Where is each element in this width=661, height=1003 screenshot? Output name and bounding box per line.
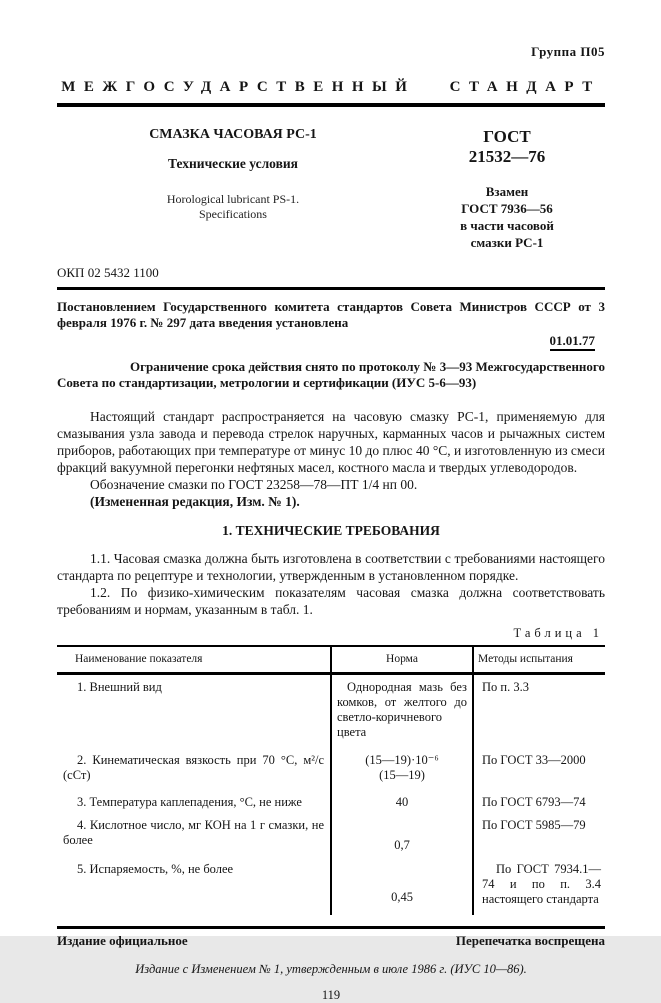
indicator-name: 4. Кислотное число, мг КОН на 1 г смазки, не более	[63, 818, 324, 847]
limitation-paragraph: Ограничение срока действия снято по протоколу № 3—93 Межгосударственного Совета по стандартизации, метрологии и сертификации (ИУС 5-6—93)	[57, 359, 605, 390]
official-edition-label: Издание официальное	[57, 933, 188, 948]
test-method: По ГОСТ 6793—74	[473, 783, 605, 810]
page-number: 119	[321, 988, 341, 1002]
amended-note: (Измененная редакция, Изм. № 1).	[90, 494, 300, 509]
footer-rule	[57, 926, 605, 929]
test-method: По п. 3.3	[473, 674, 605, 741]
indicator-name: 1. Внешний вид	[77, 680, 162, 694]
test-method: По ГОСТ 7934.1—74 и по п. 3.4 настоящего стандарта	[473, 853, 605, 915]
indicator-name: 5. Испаряемость, %, не более	[77, 862, 234, 876]
title-right-column	[409, 127, 605, 255]
norm-value: Однородная мазь без комков, от желтого до светло-коричневого цвета	[331, 674, 473, 741]
decree-paragraph: Постановлением Государственного комитета стандартов Совета Министров СССР от 3 февраля 1976 г. № 297 дата введения установлена	[57, 299, 605, 330]
title-english-line2: Specifications	[199, 207, 267, 221]
column-header-norm: Норма	[331, 646, 473, 674]
reprint-forbidden-label: Перепечатка воспрещена	[455, 933, 605, 948]
section-1-clauses	[57, 550, 605, 618]
footer-row	[57, 933, 605, 949]
okp-code: ОКП 02 5432 1100	[57, 265, 159, 280]
replaces-line2: в части часовой	[460, 218, 554, 233]
okp-rule	[57, 287, 605, 290]
test-method: По ГОСТ 33—2000	[473, 740, 605, 783]
scope-paragraph: Настоящий стандарт распространяется на часовую смазку РС-1, применяемую для смазывания узла завода и перевода стрелок наручных, карманных часов и рычажных систем приборов, работающих при температуре от минус 10 до плюс 40 °С, и изготовленную из смеси фракций вакуумной перегонки нефтяных масел, костного масла и твердых углеводородов.	[57, 409, 605, 475]
norm-value: 0,45	[331, 853, 473, 915]
table-row	[57, 783, 605, 810]
gost-label: ГОСТ	[483, 127, 531, 146]
replaces-label: Взамен	[485, 184, 529, 199]
table-header-row	[57, 646, 605, 674]
table-row	[57, 853, 605, 915]
replaces-line3: смазки РС-1	[470, 235, 544, 250]
norm-value: 0,7	[331, 810, 473, 853]
standard-type-heading: МЕЖГОСУДАРСТВЕННЫЙ СТАНДАРТ	[61, 79, 601, 95]
test-method: По ГОСТ 5985—79	[473, 810, 605, 853]
document-subtitle: Технические условия	[168, 156, 298, 171]
gost-number: 21532—76	[468, 147, 546, 166]
edition-note: Издание с Изменением № 1, утвержденным в июле 1986 г. (ИУС 10—86).	[135, 962, 527, 976]
title-block	[57, 127, 605, 255]
scope-section	[57, 408, 605, 510]
title-english	[57, 192, 409, 222]
title-left-column	[57, 127, 409, 255]
title-english-line1: Horological lubricant PS-1.	[166, 192, 300, 206]
table-1	[57, 645, 605, 915]
section-1-heading: 1. ТЕХНИЧЕСКИЕ ТРЕБОВАНИЯ	[222, 523, 440, 538]
norm-value: (15—19)·10⁻⁶ (15—19)	[331, 740, 473, 783]
clause-1-2: 1.2. По физико-химическим показателям часовая смазка должна соответствовать требованиям и нормам, указанным в табл. 1.	[57, 585, 605, 617]
norm-value: 40	[331, 783, 473, 810]
header-rule	[57, 103, 605, 107]
table-row	[57, 810, 605, 853]
table-1-header	[57, 646, 605, 674]
designation-paragraph: Обозначение смазки по ГОСТ 23258—78—ПТ 1/4 нп 00.	[90, 477, 418, 492]
indicator-name: 2. Кинематическая вязкость при 70 °С, м²/с (сСт)	[63, 753, 324, 782]
table-row	[57, 740, 605, 783]
table-row	[57, 674, 605, 741]
indicator-name: 3. Температура каплепадения, °С, не ниже	[77, 795, 302, 809]
replaces-line1: ГОСТ 7936—56	[461, 201, 553, 216]
table-1-body	[57, 674, 605, 916]
table-1-caption: Таблица 1	[513, 626, 603, 640]
column-header-indicator: Наименование показателя	[57, 646, 331, 674]
clause-1-1: 1.1. Часовая смазка должна быть изготовлена в соответствии с требованиями настоящего стандарта по рецептуре и технологии, утвержденным в установленном порядке.	[57, 551, 605, 583]
document-title: СМАЗКА ЧАСОВАЯ РС-1	[149, 127, 317, 142]
replaces-block	[409, 183, 605, 251]
group-label: Группа П05	[531, 44, 605, 59]
column-header-method: Методы испытания	[473, 646, 605, 674]
effective-date: 01.01.77	[57, 333, 605, 349]
